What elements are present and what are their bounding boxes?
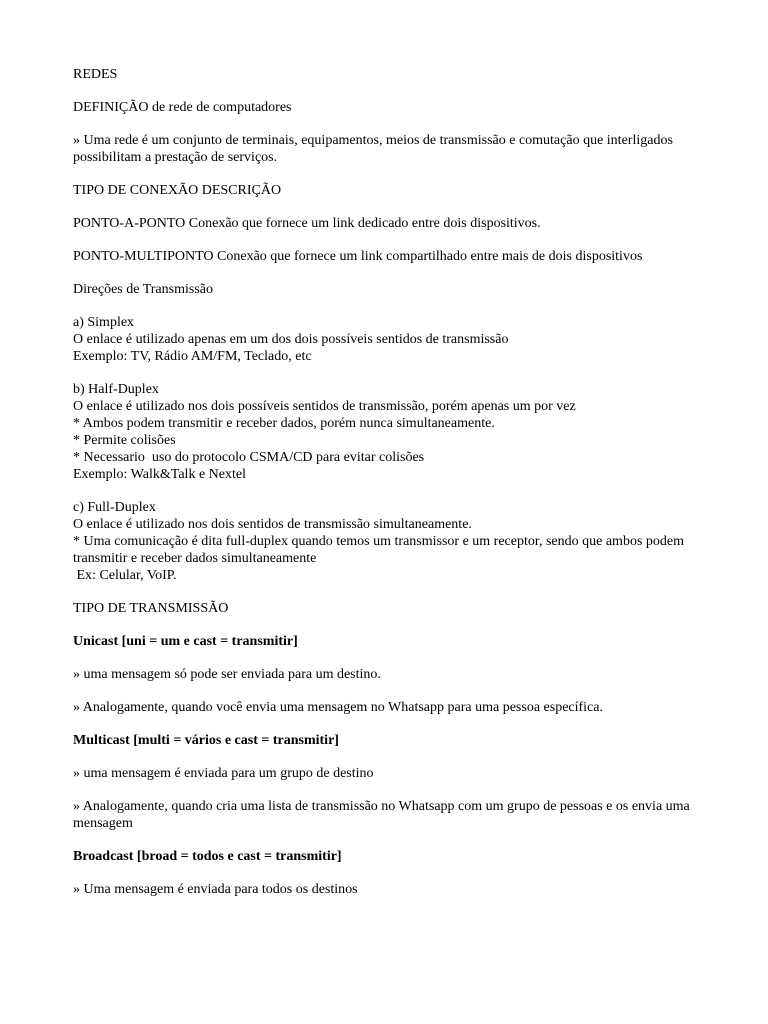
transmission-heading: TIPO DE TRANSMISSÃO [73, 601, 229, 616]
half-duplex-title: b) Half-Duplex [73, 382, 159, 397]
multicast-item: » Analogamente, quando cria uma lista de transmissão no Whatsapp com um grupo de pessoas e os envia uma mensagem [73, 799, 690, 831]
half-duplex-line: * Ambos podem transmitir e receber dados, porém nunca simultaneamente. [73, 416, 495, 431]
multicast-heading: Multicast [multi = vários e cast = transmitir] [73, 733, 339, 748]
connection-heading: TIPO DE CONEXÃO DESCRIÇÃO [73, 183, 282, 198]
full-duplex-title: c) Full-Duplex [73, 500, 156, 515]
multipoint-text: PONTO-MULTIPONTO Conexão que fornece um link compartilhado entre mais de dois dispositivos [73, 249, 643, 264]
unicast-item: » uma mensagem só pode ser enviada para um destino. [73, 667, 381, 682]
definition-heading: DEFINIÇÃO de rede de computadores [73, 100, 292, 115]
simplex-section [73, 314, 693, 365]
half-duplex-line: O enlace é utilizado nos dois possíveis sentidos de transmissão, porém apenas um por vez [73, 399, 576, 414]
point-to-point-text: PONTO-A-PONTO Conexão que fornece um link dedicado entre dois dispositivos. [73, 216, 541, 231]
document-page [73, 66, 693, 914]
multicast-item: » uma mensagem é enviada para um grupo de destino [73, 766, 374, 781]
simplex-line: Exemplo: TV, Rádio AM/FM, Teclado, etc [73, 349, 312, 364]
half-duplex-line: * Necessario uso do protocolo CSMA/CD para evitar colisões [73, 450, 425, 465]
full-duplex-line: O enlace é utilizado nos dois sentidos de transmissão simultaneamente. [73, 517, 472, 532]
directions-heading: Direções de Transmissão [73, 282, 213, 297]
simplex-title: a) Simplex [73, 315, 135, 330]
half-duplex-line: Exemplo: Walk&Talk e Nextel [73, 467, 246, 482]
unicast-heading: Unicast [uni = um e cast = transmitir] [73, 634, 298, 649]
broadcast-item: » Uma mensagem é enviada para todos os destinos [73, 882, 358, 897]
broadcast-heading: Broadcast [broad = todos e cast = transmitir] [73, 849, 342, 864]
document-title: REDES [73, 67, 118, 82]
full-duplex-line: Ex: Celular, VoIP. [73, 568, 177, 583]
definition-text: » Uma rede é um conjunto de terminais, equipamentos, meios de transmissão e comutação que interligados possibilitam a prestação de serviços. [73, 133, 673, 165]
half-duplex-section [73, 381, 693, 483]
unicast-item: » Analogamente, quando você envia uma mensagem no Whatsapp para uma pessoa específica. [73, 700, 603, 715]
full-duplex-line: * Uma comunicação é dita full-duplex quando temos um transmissor e um receptor, sendo que ambos podem transmitir e receber dados simultaneamente [73, 534, 688, 566]
half-duplex-line: * Permite colisões [73, 433, 176, 448]
simplex-line: O enlace é utilizado apenas em um dos dois possíveis sentidos de transmissão [73, 332, 509, 347]
full-duplex-section [73, 499, 693, 584]
